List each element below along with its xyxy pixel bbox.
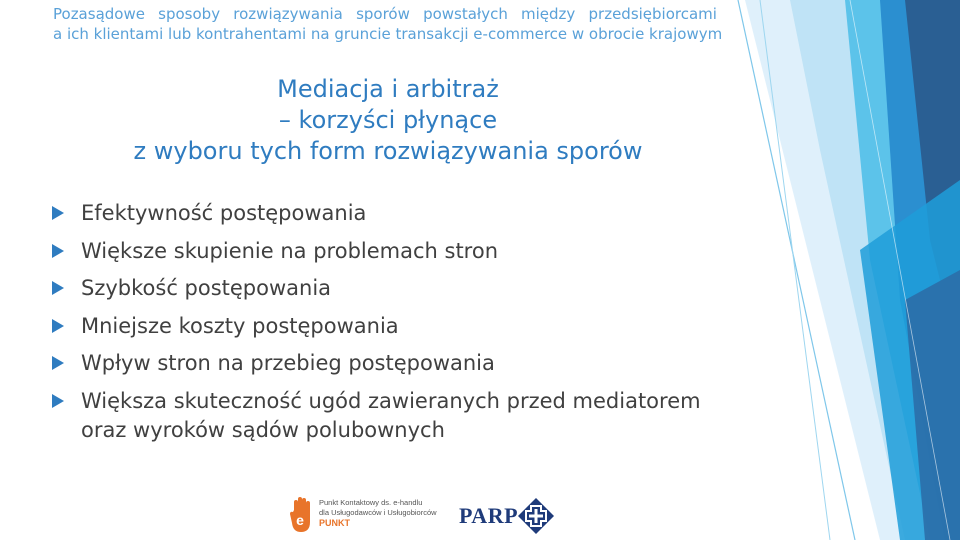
- bullet-arrow-icon: [52, 394, 64, 408]
- parp-cross-icon: [517, 497, 555, 535]
- list-item: [50, 387, 740, 445]
- hand-e-icon: [289, 496, 315, 534]
- punkt-line-2: dla Usługodawców i Usługobiorców: [319, 508, 437, 517]
- list-item-text: Efektywność postępowania: [81, 201, 367, 225]
- list-item-text-line-1: Większa skuteczność ugód zawieranych przed mediatorem: [81, 388, 701, 413]
- bullet-arrow-icon: [52, 206, 64, 220]
- punkt-line-1: Punkt Kontaktowy ds. e-handlu: [319, 498, 423, 507]
- list-item-text: Większe skupienie na problemach stron: [81, 238, 499, 263]
- header-word: sposoby: [158, 5, 221, 23]
- parp-wordmark: PARP: [459, 503, 519, 528]
- header-line-1: [53, 4, 717, 24]
- punkt-logo-text: [319, 498, 437, 528]
- punkt-kontaktowy-logo: [289, 496, 437, 536]
- header-word: przedsiębiorcami: [588, 5, 717, 23]
- list-item: [50, 274, 740, 303]
- header-line-2: a ich klientami lub kontrahentami na gruncie transakcji e-commerce w obrocie krajowym: [53, 25, 723, 43]
- header-word: sporów: [356, 5, 410, 23]
- header-word: rozwiązywania: [233, 5, 343, 23]
- bullet-arrow-icon: [52, 244, 64, 258]
- parp-logo: [459, 497, 559, 535]
- slide-header: [53, 4, 723, 44]
- list-item-text-line-2: oraz wyroków sądów polubownych: [81, 417, 445, 442]
- list-item: [50, 312, 740, 341]
- list-item-text: Wpływ stron na przebieg postępowania: [81, 351, 495, 375]
- benefit-list: [50, 199, 740, 453]
- list-item: [50, 237, 740, 266]
- title-line-1: Mediacja i arbitraż: [277, 75, 499, 103]
- list-item: [50, 349, 740, 378]
- title-line-3: z wyboru tych form rozwiązywania sporów: [133, 137, 643, 165]
- title-line-2: – korzyści płynące: [278, 106, 498, 134]
- bullet-arrow-icon: [52, 319, 64, 333]
- header-word: powstałych: [423, 5, 508, 23]
- list-item-text: Szybkość postępowania: [81, 276, 332, 300]
- punkt-line-3: PUNKT: [319, 518, 350, 528]
- list-item: [50, 199, 740, 228]
- hand-letter: e: [296, 512, 304, 528]
- header-word: Pozasądowe: [53, 5, 145, 23]
- list-item-text: Mniejsze koszty postępowania: [81, 313, 399, 338]
- bullet-arrow-icon: [52, 356, 64, 370]
- bullet-arrow-icon: [52, 281, 64, 295]
- header-word: między: [521, 5, 576, 23]
- slide-title: [0, 74, 776, 167]
